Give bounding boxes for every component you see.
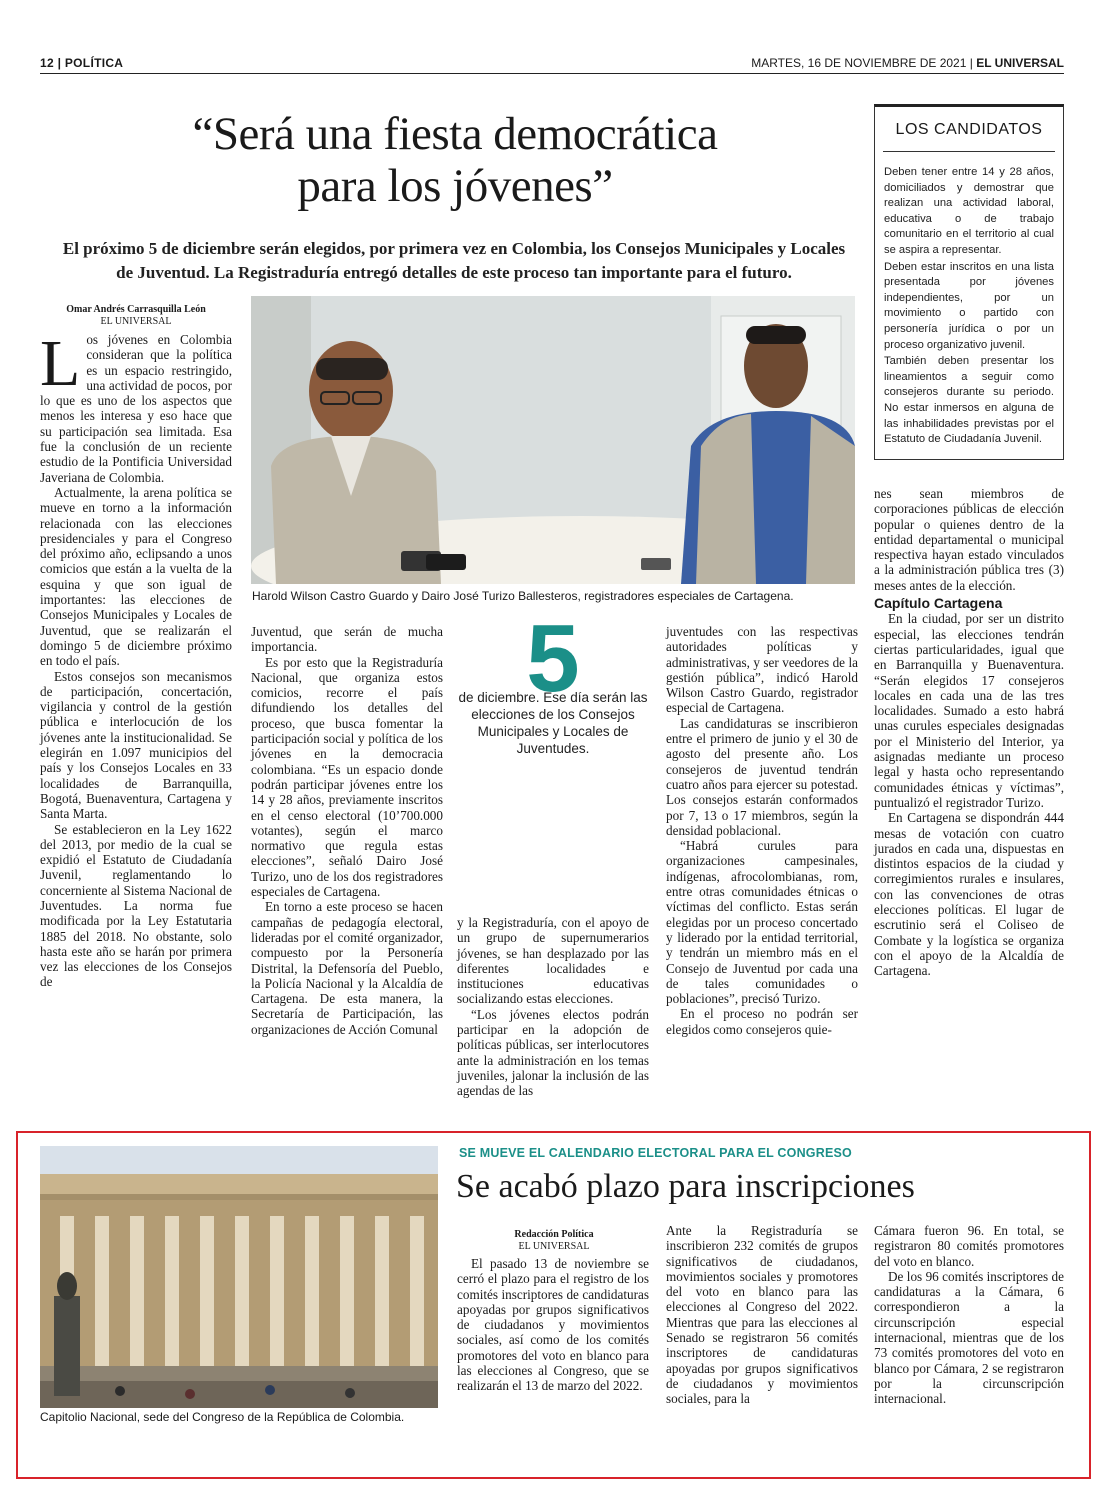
bottom-column-3 <box>874 1223 1064 1407</box>
article-column-3 <box>457 915 649 1099</box>
paragraph: y la Registraduría, con el apoyo de un grupo de supernumerarios jóvenes, se han desplazado por las diferentes localidades e instituciones educativas socializando estas elecciones. <box>457 915 649 1007</box>
paragraph: El pasado 13 de noviembre se cerró el plazo para el registro de los comités inscriptores de candidaturas apoyadas por grupos significativos de ciudadanos y movimientos sociales, así como de los comités promotores del voto en blanco para las elecciones al Congreso, que se realizarán el 13 de marzo del 2022. <box>457 1256 649 1394</box>
capitol-photo-caption: Capitolio Nacional, sede del Congreso de la República de Colombia. <box>40 1410 405 1424</box>
sidebar-paragraph: También deben presentar los lineamientos a seguir como consejeros durante su periodo. No estar inmersos en alguna de las inhabilidades previstas por el Estatuto de Ciudadanía Juvenil. <box>884 355 1054 446</box>
article-column-1 <box>40 327 232 990</box>
capitol-photo-illustration <box>40 1146 438 1408</box>
registrars-photo <box>251 296 855 584</box>
callout-text: de diciembre. Ese día serán las elecciones de los Consejos Municipales y Locales de Juventudes. <box>458 690 648 756</box>
paragraph: Cámara fueron 96. En total, se registraron 80 comités promotores del voto en blanco. <box>874 1223 1064 1269</box>
paragraph: En Cartagena se dispondrán 444 mesas de votación con cuatro jurados en cada una, dispuestas en distintos espacios de la ciudad y corregimientos rurales e insulares, con las convenciones de otras elecciones políticas. El lugar de escrutinio será el Coliseo de Combate y la logística se organiza con el apoyo de la Alcaldía de Cartagena. <box>874 810 1064 979</box>
bottom-column-2 <box>666 1223 858 1407</box>
paragraph: Los jóvenes en Colombia consideran que la política es un espacio restringido, una actividad de pocos, por lo que es uno de los aspectos que menos les interesa y eso hace que su participación sea limitada. Esa fue la conclusión de un reciente estudio de la Pontificia Universidad Javeriana de Colombia. <box>40 327 232 485</box>
paragraph: Actualmente, la arena política se mueve en torno a la información relacionada con las elecciones presidenciales y para el Congreso del próximo año, eclipsando a unos comicios que están a la vuelta de la esquina y que son igual de importantes: las elecciones de Consejos Municipales y Locales de Juventud, que se realizarán el domingo 5 de diciembre próximo en todo el país. <box>40 484 232 669</box>
headline-line-2: para los jóvenes” <box>297 160 613 212</box>
registrars-photo-illustration <box>251 296 855 584</box>
sidebar-title: LOS CANDIDATOS <box>895 121 1043 138</box>
byline-outlet: EL UNIVERSAL <box>100 316 172 327</box>
paragraph: En torno a este proceso se hacen campañas de pedagogía electoral, lideradas por el comité organizador, compuesto por la Personería Distrital, la Defensoría del Pueblo, la Policía Nacional y la Alcaldía de Cartagena. De esta manera, la Secretaría de Participación, las organizaciones de Acción Comunal <box>251 899 443 1037</box>
paragraph: En la ciudad, por ser un distrito especial, las elecciones tendrán ciertas particularidades, igual que en Barranquilla y Buenaventura. “Serán elegidos 17 consejeros locales en cada una de las tres localidades. Sumado a esto habrá unas curules especiales designadas por el Ministerio del Interior, ya asignadas mediante un proceso legal y hasta ocho representando comunidades étnicas y víctimas”, puntualizó el registrador Turizo. <box>874 611 1064 810</box>
subhead-cartagena: Capítulo Cartagena <box>874 595 1003 612</box>
article-column-2 <box>251 624 443 1037</box>
sidebar-paragraph: Deben estar inscritos en una lista presentada por jóvenes independientes, por un movimiento o partido con personería jurídica o por un proceso organizativo juvenil. <box>884 260 1054 351</box>
bottom-byline-outlet: EL UNIVERSAL <box>518 1241 590 1252</box>
sidebar-paragraph: Deben tener entre 14 y 28 años, domiciliados y demostrar que realizan una actividad laboral, educativa o de trabajo comunitario en el territorio al cual se aspira a representar. <box>884 166 1054 256</box>
main-byline <box>40 304 232 328</box>
callout-number: 5 <box>526 605 580 712</box>
paragraph: Las candidaturas se inscribieron entre el primero de junio y el 30 de agosto del presente año. Los consejeros de juventud tendrán cuatro años para ejercer su potestad. Los consejos estarán conformados por 7, 13 o 17 miembros, según la densidad poblacional. <box>666 715 858 838</box>
bottom-headline: Se acabó plazo para inscripciones <box>456 1168 915 1205</box>
paragraph: Ante la Registraduría se inscribieron 232 comités de grupos significativos de ciudadanos, movimientos sociales y promotores del voto en blanco para las elecciones al Congreso del 2022. Mientras que para las elecciones al Senado se registraron 56 comités inscriptores de candidaturas apoyadas por grupos significativos de ciudadanos y movimientos sociales, para la <box>666 1223 858 1407</box>
paragraph: Estos consejos son mecanismos de participación, concertación, vigilancia y control de la gestión pública e interlocución de los jóvenes ante la institucionalidad. Se elegirán en 1.097 municipios del país y los Consejos Locales en 33 localidades de Barranquilla, Bogotá, Buenaventura, Cartagena y Santa Marta. <box>40 668 232 822</box>
drop-cap: L <box>40 327 81 400</box>
main-headline <box>60 108 850 212</box>
sidebar-divider <box>883 151 1055 152</box>
paragraph: juventudes con las respectivas autoridades políticas y administrativas, y ser veedores de la gestión pública”, indicó Harold Wilson Castro Guardo, registrador especial de Cartagena. <box>666 624 858 716</box>
paragraph: Juventud, que serán de mucha importancia. <box>251 624 443 655</box>
headline-line-1: “Será una fiesta democrática <box>192 108 718 160</box>
folio-paper: EL UNIVERSAL <box>976 56 1064 70</box>
article-column-4 <box>666 624 858 1037</box>
paragraph: De los 96 comités inscriptores de candidaturas a la Cámara, 6 correspondieron a la circunscripción especial internacional, mientras que de los 73 comités promotores del voto en blanco por Cámara, 2 se registraron por la circunscripción internacional. <box>874 1268 1064 1407</box>
bottom-byline-author: Redacción Política <box>514 1229 594 1240</box>
paragraph: “Habrá curules para organizaciones campesinales, indígenas, afrocolombianas, rom, entre otras comunidades étnicas o víctimas del conflicto. Estas serán elegidas por un proceso concertado y liderado por la entidad territorial, y tendrán un miembro más en el Consejo de Juventud por cada una de tales comunidades o poblaciones”, precisó Turizo. <box>666 838 858 1007</box>
paragraph: Es por esto que la Registraduría Nacional, que organiza estos comicios, recorre el país difundiendo los detalles del proceso, que busca fomentar la participación social y política de los jóvenes en la democracia colombiana. “Es un espacio donde podrán participar jóvenes entre los 14 y 28 años, previamente inscritos en el censo electoral (10’700.000 votantes), según el marco normativo que regula estas elecciones”, señaló Dairo José Turizo, uno de los dos registradores especiales de Cartagena. <box>251 654 443 900</box>
article-column-5 <box>874 486 1064 979</box>
paragraph: En el proceso no podrán ser elegidos como consejeros quie- <box>666 1006 858 1037</box>
registrars-photo-caption: Harold Wilson Castro Guardo y Dairo José Turizo Ballesteros, registradores especiales de Cartagena. <box>252 589 794 603</box>
paragraph: Se establecieron en la Ley 1622 del 2013, por medio de la cual se expidió el Estatuto de Ciudadanía Juvenil, reglamentando lo concerniente al Sistema Nacional de Juventudes. La norma fue modificada por la Ley Estatutaria 1885 del 2018. No obstante, solo hasta este año se harán por primera vez las elecciones de los Consejos de <box>40 821 232 990</box>
paragraph: “Los jóvenes electos podrán participar en la adopción de políticas públicas, ser interlocutores ante la administración en los temas juveniles, jalonar la inclusión de las agendas de las <box>457 1006 649 1099</box>
folio-date: MARTES, 16 DE NOVIEMBRE DE 2021 | EL UNIVERSAL <box>751 56 1064 70</box>
sidebar-body <box>884 165 1054 449</box>
paragraph: nes sean miembros de corporaciones públicas de elección popular o quienes dentro de la entidad departamental o municipal respectiva hayan estado vinculados a la administración pública tres (3) meses antes de la elección. <box>874 486 1064 593</box>
byline-author: Omar Andrés Carrasquilla León <box>66 304 206 315</box>
bottom-kicker: SE MUEVE EL CALENDARIO ELECTORAL PARA EL CONGRESO <box>459 1146 852 1160</box>
main-deck: El próximo 5 de diciembre serán elegidos, por primera vez en Colombia, los Consejos Municipales y Locales de Juventud. La Registraduría entregó detalles de este proceso tan importante para el futuro. <box>62 239 846 282</box>
capitol-photo <box>40 1146 438 1408</box>
bottom-byline <box>459 1229 649 1253</box>
page-folio <box>40 54 1064 74</box>
candidates-sidebar <box>874 104 1064 460</box>
folio-section: 12 | POLÍTICA <box>40 56 124 70</box>
bottom-column-1 <box>457 1256 649 1394</box>
